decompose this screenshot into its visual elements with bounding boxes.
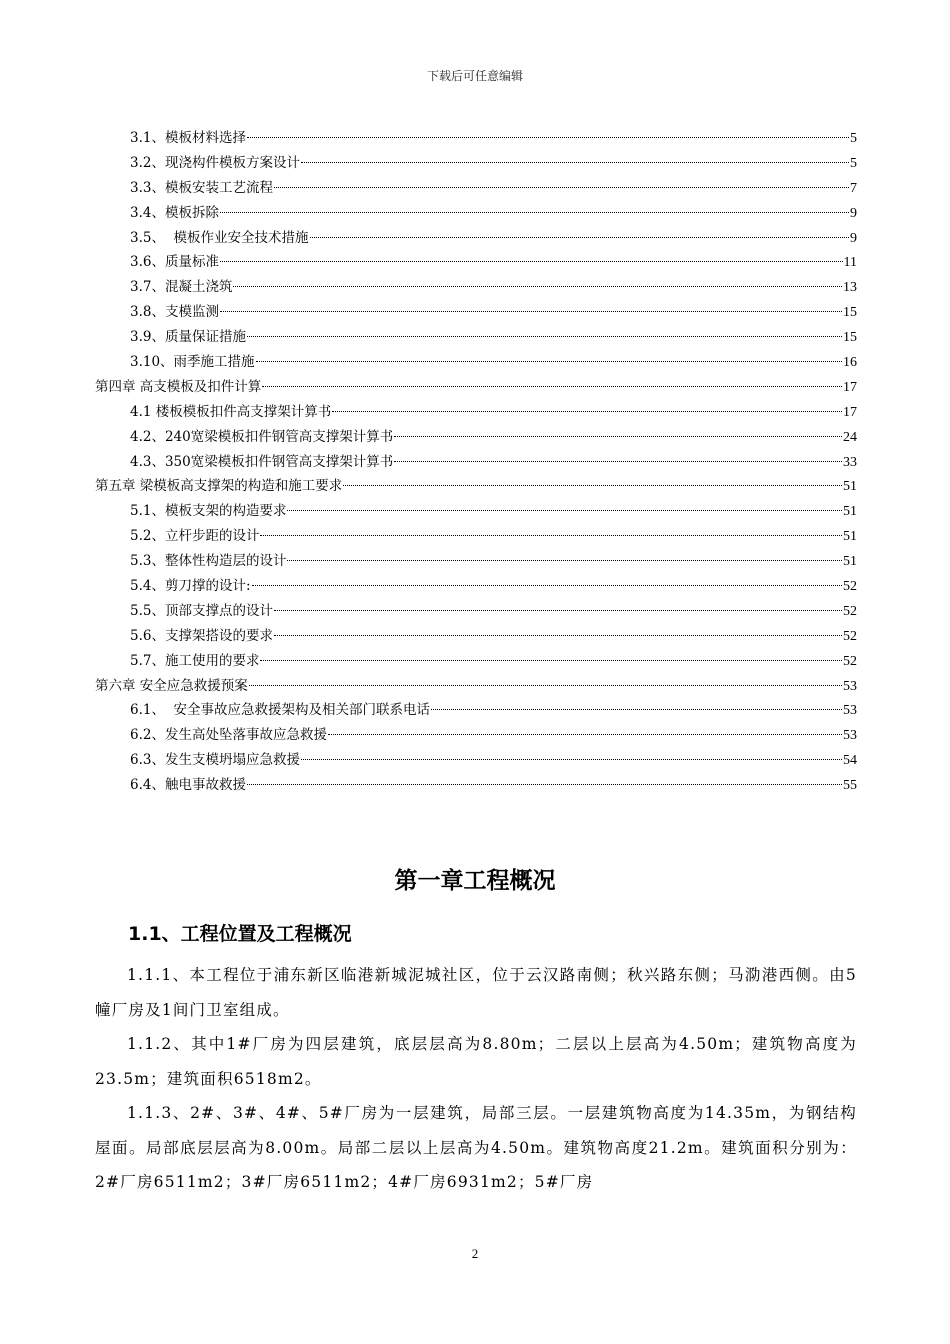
paragraph: 1.1.1、本工程位于浦东新区临港新城泥城社区，位于云汉路南侧；秋兴路东侧；马泐港西侧。由5幢厂房及1间门卫室组成。 bbox=[95, 966, 857, 1019]
toc-dot-leader bbox=[252, 585, 842, 586]
toc-entry-label: 3.2、现浇构件模板方案设计 bbox=[130, 154, 300, 171]
toc-entry[interactable] bbox=[95, 698, 857, 723]
toc-entry-page: 55 bbox=[843, 778, 857, 794]
toc-entry-page: 15 bbox=[843, 330, 857, 346]
toc-entry-page: 53 bbox=[843, 678, 857, 694]
toc-entry-label: 6.2、发生高处坠落事故应急救援 bbox=[130, 727, 327, 744]
toc-entry-label: 第五章 梁模板高支撑架的构造和施工要求 bbox=[95, 478, 343, 495]
toc-entry-page: 5 bbox=[850, 131, 857, 146]
toc-dot-leader bbox=[274, 610, 842, 611]
toc-entry-page: 52 bbox=[843, 653, 857, 669]
toc-entry-label: 5.4、剪刀撑的设计: bbox=[130, 578, 251, 595]
toc-entry[interactable] bbox=[95, 773, 857, 798]
toc-entry[interactable] bbox=[95, 599, 857, 624]
toc-entry-label: 3.5、 模板作业安全技术措施 bbox=[130, 229, 309, 246]
toc-entry-label: 3.3、模板安装工艺流程 bbox=[130, 179, 273, 196]
toc-entry-page: 5 bbox=[850, 155, 857, 171]
toc-entry-label: 3.6、质量标准 bbox=[130, 254, 219, 271]
chapter-title: 第一章工程概况 bbox=[394, 868, 556, 894]
toc-dot-leader bbox=[247, 784, 842, 785]
toc-dot-leader bbox=[260, 535, 842, 536]
toc-entry-page: 16 bbox=[843, 355, 857, 371]
toc-entry-page: 51 bbox=[843, 554, 857, 570]
toc-dot-leader bbox=[220, 311, 842, 312]
toc-dot-leader bbox=[287, 560, 842, 561]
toc-dot-leader bbox=[256, 361, 842, 362]
toc-entry-page: 17 bbox=[843, 404, 857, 420]
toc-entry-page: 53 bbox=[843, 728, 857, 744]
toc-entry-page: 11 bbox=[843, 255, 857, 271]
toc-dot-leader bbox=[301, 162, 849, 163]
page-header: 下载后可任意编辑 bbox=[426, 69, 523, 83]
toc-entry[interactable] bbox=[95, 425, 857, 450]
toc-dot-leader bbox=[301, 759, 842, 760]
toc-entry-label: 3.4、模板拆除 bbox=[130, 204, 219, 221]
toc-entry-label: 6.3、发生支模坍塌应急救援 bbox=[130, 752, 300, 769]
toc-entry-label: 3.1、模板材料选择 bbox=[130, 130, 246, 146]
toc-entry-label: 5.2、立杆步距的设计 bbox=[130, 528, 260, 545]
toc-entry-label: 5.3、整体性构造层的设计 bbox=[130, 553, 287, 570]
toc-entry-page: 52 bbox=[843, 628, 857, 644]
toc-entry[interactable] bbox=[95, 300, 857, 325]
toc-entry[interactable] bbox=[95, 176, 857, 201]
page-number: 2 bbox=[471, 1246, 479, 1261]
toc-dot-leader bbox=[220, 212, 849, 213]
body-text bbox=[95, 958, 857, 1200]
toc-entry[interactable] bbox=[95, 126, 857, 151]
toc-entry[interactable] bbox=[95, 748, 857, 773]
toc-dot-leader bbox=[220, 261, 843, 262]
paragraph: 1.1.2、其中1#厂房为四层建筑，底层层高为8.80m；二层以上层高为4.50m；建筑物高度为23.5m；建筑面积6518m2。 bbox=[95, 1035, 857, 1088]
toc-entry-label: 3.10、雨季施工措施 bbox=[130, 354, 255, 371]
toc-dot-leader bbox=[343, 485, 842, 486]
toc-entry[interactable] bbox=[95, 275, 857, 300]
toc-entry-label: 4.3、350宽梁模板扣件钢管高支撑架计算书 bbox=[130, 453, 394, 470]
toc-dot-leader bbox=[394, 436, 842, 437]
toc-entry-page: 53 bbox=[843, 703, 857, 719]
toc-dot-leader bbox=[247, 137, 849, 138]
toc-dot-leader bbox=[394, 461, 842, 462]
toc-entry[interactable] bbox=[95, 674, 857, 699]
toc-entry[interactable] bbox=[95, 474, 857, 499]
toc-dot-leader bbox=[431, 709, 842, 710]
table-of-contents bbox=[95, 126, 857, 798]
toc-entry-page: 33 bbox=[843, 454, 857, 470]
toc-entry-label: 5.1、模板支架的构造要求 bbox=[130, 503, 287, 520]
toc-entry-page: 52 bbox=[843, 603, 857, 619]
section-title: 1.1、工程位置及工程概况 bbox=[128, 923, 352, 945]
toc-dot-leader bbox=[328, 734, 842, 735]
toc-entry-label: 第六章 安全应急救援预案 bbox=[95, 677, 248, 694]
toc-entry-page: 15 bbox=[843, 305, 857, 321]
toc-entry-label: 5.5、顶部支撑点的设计 bbox=[130, 602, 273, 619]
toc-entry-label: 5.6、支撑架搭设的要求 bbox=[130, 627, 273, 644]
toc-entry-label: 3.8、支模监测 bbox=[130, 304, 219, 321]
toc-entry-page: 51 bbox=[843, 529, 857, 545]
toc-dot-leader bbox=[247, 336, 842, 337]
toc-entry-label: 4.2、240宽梁模板扣件钢管高支撑架计算书 bbox=[130, 428, 394, 445]
toc-dot-leader bbox=[262, 386, 842, 387]
toc-entry-label: 3.9、质量保证措施 bbox=[130, 329, 246, 346]
toc-entry-page: 9 bbox=[850, 230, 857, 246]
paragraph: 1.1.3、2#、3#、4#、5#厂房为一层建筑，局部三层。一层建筑物高度为14.35m，为钢结构屋面。局部底层层高为8.00m。局部二层以上层高为4.50m。建筑物高度21.2m。建筑面积分别为：2#厂房6511m2；3#厂房6511m2；4#厂房6931m2；5#厂房 bbox=[95, 1104, 857, 1191]
toc-entry[interactable] bbox=[95, 450, 857, 475]
toc-entry[interactable] bbox=[95, 226, 857, 251]
toc-entry[interactable] bbox=[95, 400, 857, 425]
toc-entry-page: 9 bbox=[850, 205, 857, 221]
toc-entry[interactable] bbox=[95, 250, 857, 275]
toc-entry-page: 13 bbox=[843, 280, 857, 296]
toc-entry-page: 24 bbox=[843, 429, 857, 445]
toc-dot-leader bbox=[260, 660, 842, 661]
toc-dot-leader bbox=[274, 187, 849, 188]
toc-entry[interactable] bbox=[95, 151, 857, 176]
toc-dot-leader bbox=[249, 685, 842, 686]
toc-entry[interactable] bbox=[95, 375, 857, 400]
toc-entry-label: 5.7、施工使用的要求 bbox=[130, 652, 260, 669]
toc-entry[interactable] bbox=[95, 350, 857, 375]
toc-entry[interactable] bbox=[95, 325, 857, 350]
toc-entry[interactable] bbox=[95, 723, 857, 748]
toc-entry[interactable] bbox=[95, 524, 857, 549]
toc-entry-page: 7 bbox=[850, 180, 857, 196]
toc-dot-leader bbox=[287, 510, 842, 511]
toc-entry-page: 52 bbox=[843, 579, 857, 595]
toc-entry-label: 6.1、 安全事故应急救援架构及相关部门联系电话 bbox=[130, 702, 431, 719]
toc-entry[interactable] bbox=[95, 624, 857, 649]
toc-entry-page: 17 bbox=[843, 379, 857, 395]
toc-entry[interactable] bbox=[95, 574, 857, 599]
toc-entry-page: 51 bbox=[843, 479, 857, 495]
toc-entry-label: 第四章 高支模板及扣件计算 bbox=[95, 378, 262, 395]
toc-entry-label: 3.7、混凝土浇筑 bbox=[130, 279, 233, 296]
toc-dot-leader bbox=[274, 635, 842, 636]
toc-entry-page: 54 bbox=[843, 753, 857, 769]
toc-entry-label: 6.4、触电事故救援 bbox=[130, 777, 246, 794]
toc-entry[interactable] bbox=[95, 499, 857, 524]
toc-entry[interactable] bbox=[95, 649, 857, 674]
toc-dot-leader bbox=[332, 411, 842, 412]
toc-entry[interactable] bbox=[95, 549, 857, 574]
toc-entry[interactable] bbox=[95, 201, 857, 226]
toc-entry-page: 51 bbox=[843, 504, 857, 520]
toc-dot-leader bbox=[310, 237, 849, 238]
toc-dot-leader bbox=[233, 286, 842, 287]
toc-entry-label: 4.1 楼板模板扣件高支撑架计算书 bbox=[130, 403, 332, 420]
